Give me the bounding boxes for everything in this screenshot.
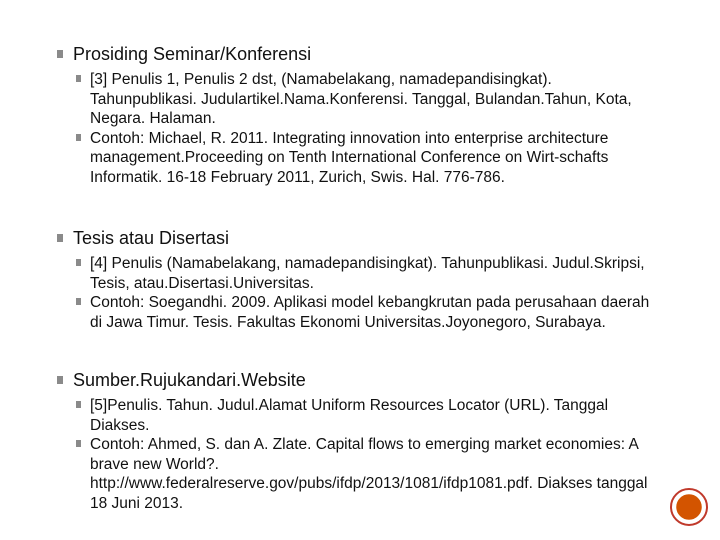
list-item: Contoh: Ahmed, S. dan A. Zlate. Capital flows to emerging market economies: A brave new World?. http://www.federalreserve.gov/pubs/ifdp/2013/1081/ifdp1081.pdf. Diakses tanggal 18 Juni 2013. — [74, 435, 656, 513]
section-tesis — [56, 228, 656, 332]
circle-badge-icon — [669, 487, 709, 527]
section-heading: Tesis atau Disertasi — [56, 228, 656, 249]
list-item: [5]Penulis. Tahun. Judul.Alamat Uniform Resources Locator (URL). Tanggal Diakses. — [74, 396, 656, 435]
list-item: Contoh: Soegandhi. 2009. Aplikasi model kebangkrutan pada perusahaan daerah di Jawa Timur. Tesis. Fakultas Ekonomi Universitas.Joyonegoro, Surabaya. — [74, 293, 656, 332]
section-website — [56, 370, 656, 513]
list-item: [4] Penulis (Namabelakang, namadepandisingkat). Tahunpublikasi. Judul.Skripsi, Tesis, atau.Disertasi.Universitas. — [74, 254, 656, 293]
section-heading: Prosiding Seminar/Konferensi — [56, 44, 656, 65]
section-prosiding — [56, 44, 656, 187]
list-item: Contoh: Michael, R. 2011. Integrating innovation into enterprise architecture management.Proceeding on Tenth International Conference on Wirt-schafts Informatik. 16-18 February 2011, Zurich, Swis. Hal. 776-786. — [74, 129, 656, 188]
list-item: [3] Penulis 1, Penulis 2 dst, (Namabelakang, namadepandisingkat). Tahunpublikasi. Judulartikel.Nama.Konferensi. Tanggal, Bulandan.Tahun, Kota, Negara. Halaman. — [74, 70, 656, 129]
section-heading: Sumber.Rujukandari.Website — [56, 370, 656, 391]
